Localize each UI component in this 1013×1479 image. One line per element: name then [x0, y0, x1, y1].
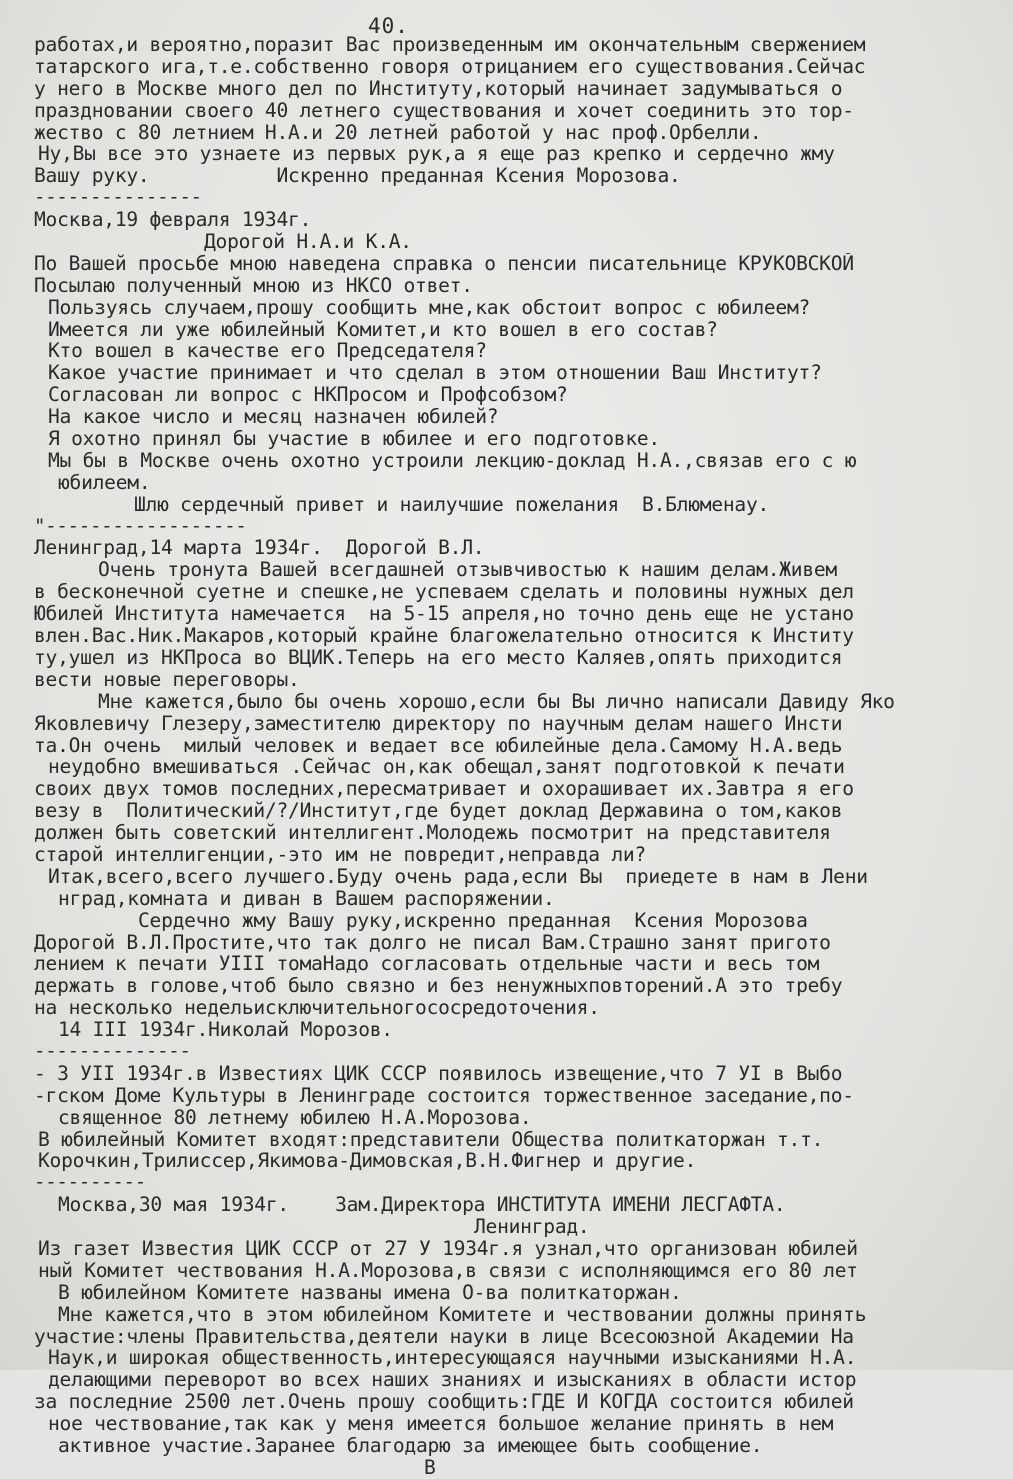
text-line: старой интеллигенции,-это им не повредит,неправда ли? — [34, 843, 646, 866]
text-line: Москва,19 февраля 1934г. — [34, 209, 312, 232]
text-line: влен.Вас.Ник.Макаров,который крайне благожелательно относится к Институ — [34, 625, 854, 647]
text-line: Сердечно жму Вашу руку,искренно преданная Ксения Морозова — [138, 909, 808, 932]
text-line: держать в голове,чтоб было связно и без ненужныхповторений.А это требу — [34, 975, 843, 998]
text-line: ---------- — [34, 1172, 146, 1194]
text-line: Ну,Вы все это узнаете из первых рук,а я еще раз крепко и сердечно жму — [38, 143, 835, 166]
text-line: Яковлевичу Глезеру,заместителю директору по научным делам нашего Инсти — [34, 712, 843, 735]
page-number: 40. — [368, 14, 409, 38]
text-line: Ленинград. — [474, 1216, 590, 1238]
text-line: По Вашей просьбе мною наведена справка о пенсии писательнице КРУКОВСКОЙ — [34, 252, 854, 275]
text-line: Москва,30 мая 1934г. Зам.Директора ИНСТИТУТА ИМЕНИ ЛЕСГАФТА. — [58, 1194, 786, 1217]
text-line: В юбилейный Комитет входят:представители Общества политкаторжан т.т. — [38, 1128, 824, 1151]
text-line: ту,ушел из НКПроса во ВЦИК.Теперь на его место Каляев,опять приходится — [34, 646, 843, 669]
text-line: Очень тронута Вашей всегдашней отзывчивостью к нашим делам.Живем — [98, 559, 837, 582]
text-line: делающими переворот во всех наших знаниях и изысканиях в области истор — [48, 1369, 857, 1392]
text-line: Шлю сердечный привет и наилучшие пожелания В.Блюменау. — [134, 493, 770, 516]
text-line: Имеется ли уже юбилейный Комитет,и кто вошел в его состав? — [48, 318, 718, 341]
text-line: Мне кажется,было бы очень хорошо,если бы Вы лично написали Давиду Яко — [98, 690, 895, 713]
text-line: юбилеем. — [58, 471, 151, 494]
text-line: Кто вошел в качестве его Председателя? — [48, 340, 487, 363]
text-line: работах,и вероятно,поразит Вас произведенным им окончательным свержением — [34, 34, 866, 56]
text-line: участие:члены Правительства,деятели науки в лице Всесоюзной Академии На — [34, 1325, 854, 1348]
text-line: --------------- — [34, 187, 202, 209]
text-line: -------------- — [34, 1040, 191, 1062]
text-line: В юбилейном Комитете названы имена О-ва политкаторжан. — [58, 1281, 682, 1304]
text-line: Дорогой Н.А.и К.А. — [204, 231, 412, 253]
text-line: Дорогой В.Л.Простите,что так долго не писал Вам.Страшно занят пригото — [34, 931, 831, 954]
text-line: ное чествование,так как у меня имеется большое желание принять в нем — [48, 1413, 834, 1435]
text-line: Наук,и широкая общественность,интересующаяся научными изысканиями Н.А. — [48, 1347, 857, 1370]
text-line: неудобно вмешиваться .Сейчас он,как обещал,занят подготовкой к печати — [48, 756, 845, 779]
text-line: Пользуясь случаем,прошу сообщить мне,как обстоит вопрос с юбилеем? — [48, 296, 811, 319]
text-line: нград,комната и диван в Вашем распоряжении. — [58, 887, 555, 910]
text-line: та.Он очень милый человек и ведает все юбилейные дела.Самому Н.А.ведь — [34, 734, 843, 757]
text-line: 14 III 1934г.Николай Морозов. — [58, 1019, 393, 1041]
text-line: лением к печати УIII томаНадо согласовать отдельные части и весь том — [34, 953, 820, 976]
text-line: Итак,всего,всего лучшего.Буду очень рада,если Вы приедете в нам в Лени — [48, 865, 868, 888]
text-line: своих двух томов последних,пересматривает и охорашивает их.Завтра я его — [34, 778, 854, 801]
text-line: татарского ига,т.е.собственно говоря отрицанием его существования.Сейчас — [34, 55, 866, 78]
text-line: На какое число и месяц назначен юбилей? — [48, 406, 499, 429]
text-line: Вашу руку. Искренно преданная Ксения Морозова. — [34, 165, 681, 188]
text-line: праздновании своего 40 летнего существования и хочет соединить это тор- — [34, 99, 854, 122]
text-line: везу в Политический/?/Институт,где будет доклад Державина о том,каков — [34, 800, 843, 823]
text-line: Согласован ли вопрос с НКПросом и Профсобзом? — [48, 384, 568, 407]
text-line: ный Комитет чествования Н.А.Морозова,в связи с исполняющимся его 80 лет — [38, 1259, 858, 1282]
text-line: "------------------ — [34, 515, 247, 537]
text-line: Из газет Известия ЦИК СССР от 27 У 1934г.я узнал,что организован юбилей — [38, 1237, 858, 1260]
text-line: активное участие.Заранее благодарю за имеющее быть сообщение. — [58, 1435, 763, 1457]
text-line: вести новые переговоры. — [34, 668, 300, 691]
text-line: Мне кажется,что в этом юбилейном Комитете и чествовании должны принять — [58, 1303, 867, 1326]
text-line: Посылаю полученный мною из НКСО ответ. — [34, 274, 473, 297]
text-line: жество с 80 летнием Н.А.и 20 летней работой у нас проф.Орбелли. — [34, 121, 762, 144]
text-line: - 3 УII 1934г.в Известиях ЦИК СССР появилось извещение,что 7 УI в Выбо — [34, 1062, 843, 1085]
text-line: священное 80 летнему юбилею Н.А.Морозова. — [58, 1106, 532, 1129]
text-line: в бесконечной суетне и спешке,не успеваем сделать и половины нужных дел — [34, 581, 854, 604]
text-line: -гском Доме Культуры в Ленинграде состоится торжественное заседание,по- — [34, 1084, 854, 1107]
text-line: Мы бы в Москве очень охотно устроили лекцию-доклад Н.А.,связав его с ю — [48, 449, 857, 472]
text-line: Я охотно принял бы участие в юбилее и его подготовке. — [48, 428, 660, 450]
text-line: В — [424, 1456, 436, 1479]
text-line: Корочкин,Трилиссер,Якимова-Димовская,В.Н.Фигнер и другие. — [38, 1150, 697, 1173]
text-line: на несколько недельисключительногососредоточения. — [34, 997, 600, 1020]
text-line: Какое участие принимает и что сделал в этом отношении Ваш Институт? — [48, 362, 822, 385]
text-line: Ленинград,14 марта 1934г. Дорогой В.Л. — [34, 537, 485, 560]
text-line: за последние 2500 лет.Очень прошу сообщить:ГДЕ И КОГДА состоится юбилей — [34, 1391, 854, 1414]
text-line: у него в Москве много дел по Институту,который начинает задумываться о — [34, 77, 843, 100]
text-line: Юбилей Института намечается на 5-15 апреля,но точно день еще не устано — [34, 603, 854, 626]
text-line: должен быть советский интеллигент.Молодежь посмотрит на представителя — [34, 822, 831, 844]
typed-text-body — [34, 34, 996, 1479]
